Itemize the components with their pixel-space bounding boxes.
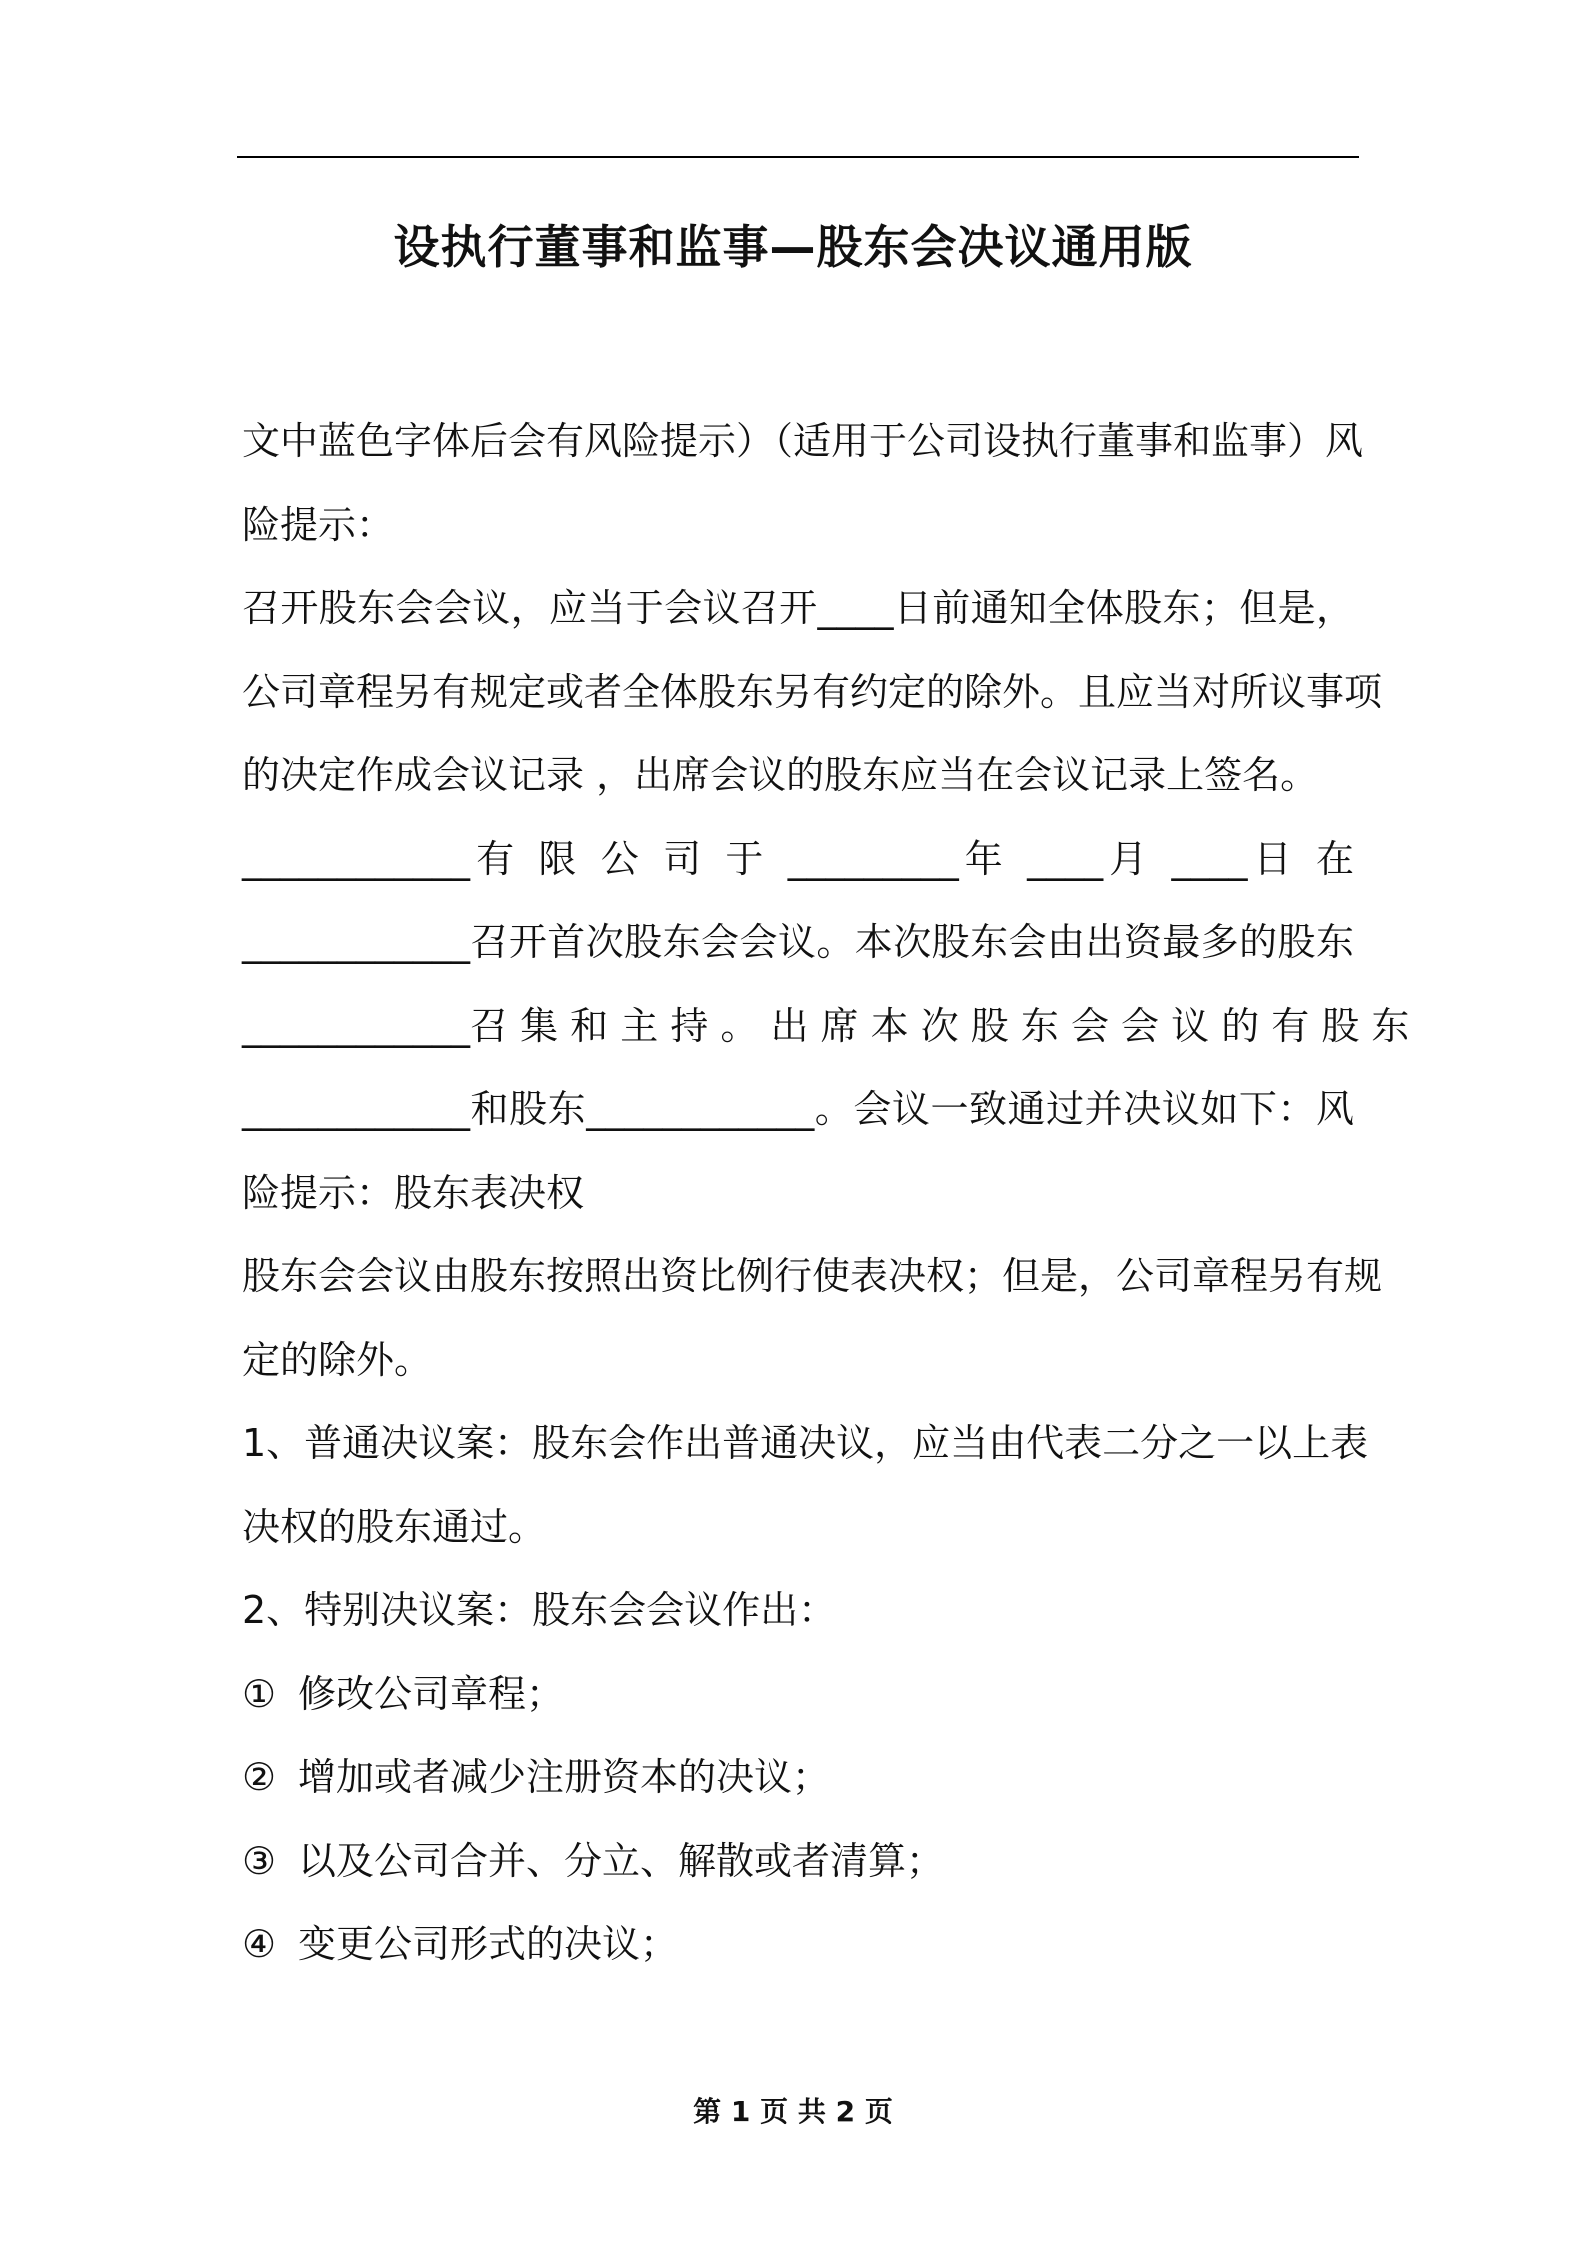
item-text: 以及公司合并、分立、解散或者清算； — [298, 1838, 945, 1883]
paragraph-line: 险提示： — [242, 502, 395, 547]
paragraph-line: 公司章程另有规定或者全体股东另有约定的除外。且应当对所议事项 — [242, 669, 1383, 714]
item-text: 增加或者减少注册资本的决议； — [298, 1755, 831, 1799]
document-title: 设执行董事和监事—股东会决议通用版 — [393, 220, 1193, 274]
paragraph-line: ____________有 限 公 司 于 _________年 ____月 ____日 在 — [242, 836, 1354, 881]
item-text: 变更公司形式的决议； — [298, 1922, 679, 1966]
paragraph-line: 定的除外。 — [242, 1337, 433, 1382]
paragraph-line: 决权的股东通过。 — [242, 1504, 547, 1549]
item-text: 修改公司章程； — [298, 1671, 565, 1716]
item-number: ③ — [242, 1838, 277, 1883]
page-footer: 第 1 页 共 2 页 — [693, 2095, 893, 2128]
header-rule — [237, 156, 1359, 158]
paragraph-line: 股东会会议由股东按照出资比例行使表决权；但是，公司章程另有规 — [242, 1254, 1383, 1298]
paragraph-line: 1、普通决议案：股东会作出普通决议，应当由代表二分之一以上表 — [242, 1421, 1369, 1465]
paragraph-line: ____________召 集 和 主 持 。 出 席 本 次 股 东 会 会 议 的 有 股 东 — [242, 1003, 1410, 1048]
list-item — [242, 1653, 1354, 1737]
list-item — [242, 1820, 1354, 1904]
paragraph-line: 的决定作成会议记录 ，出席会议的股东应当在会议记录上签名。 — [242, 753, 1319, 797]
paragraph-line: 2、特别决议案：股东会会议作出： — [242, 1588, 837, 1632]
paragraph-line: 召开股东会会议，应当于会议召开____日前通知全体股东；但是， — [242, 586, 1354, 630]
list-item — [242, 1736, 1354, 1820]
item-number: ② — [242, 1755, 277, 1799]
paragraph-line: ____________和股东____________。会议一致通过并决议如下：风 — [242, 1087, 1354, 1131]
paragraph-line: 险提示：股东表决权 — [242, 1170, 585, 1215]
paragraph-line: 文中蓝色字体后会有风险提示）（适用于公司设执行董事和监事）风 — [242, 419, 1364, 463]
paragraph-line: ____________召开首次股东会会议。本次股东会由出资最多的股东 — [242, 920, 1354, 964]
item-number: ① — [242, 1671, 277, 1716]
document-body — [242, 400, 1410, 1987]
item-number: ④ — [242, 1922, 277, 1966]
list-item — [242, 1903, 1354, 1987]
